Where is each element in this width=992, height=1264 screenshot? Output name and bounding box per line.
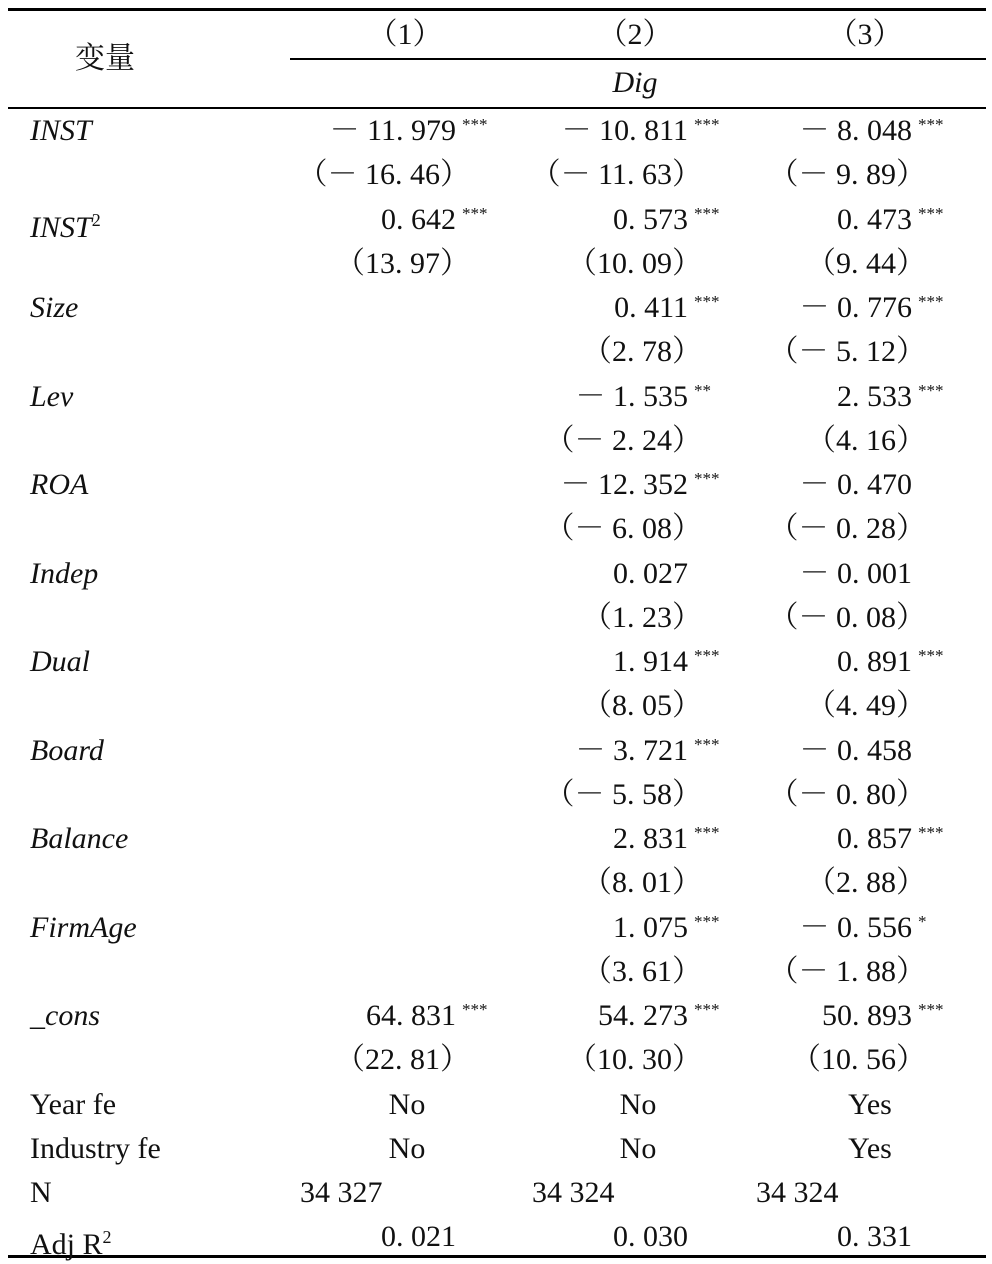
footer-value: 34 324 [532,1176,615,1209]
coefficient: 50. 893 [822,999,912,1032]
footer-label-text: N [30,1176,52,1209]
significance-stars: *** [462,1000,488,1019]
coefficient: － 3. 721 [575,733,688,767]
coefficient: 2. 831 [613,822,688,855]
footer-value: Yes [848,1132,892,1165]
significance-stars: *** [462,115,488,134]
footer-value: No [619,1088,657,1121]
t-statistic: （－ 6. 08） [544,512,702,545]
t-statistic: （－ 9. 89） [768,158,926,191]
row-label [30,291,78,325]
footer-label [30,1132,161,1166]
significance-stars: *** [694,646,720,665]
top-rule [8,8,986,11]
row-label-text: _cons [30,999,100,1032]
row-label-text: Indep [30,556,99,590]
t-statistic: （2. 88） [806,866,926,899]
footer-label-superscript: 2 [102,1227,112,1247]
coefficient: － 1. 535 [575,379,688,413]
t-statistic: （2. 78） [582,335,702,368]
coefficient: 0. 857 [837,822,912,855]
coefficient: 0. 891 [837,645,912,678]
t-statistic: （10. 56） [791,1043,926,1076]
significance-stars: *** [918,823,944,842]
significance-stars: *** [918,380,944,400]
row-label [30,734,104,768]
footer-label-text: Adj R [30,1228,103,1261]
footer-label [30,1220,112,1262]
row-label [30,114,92,148]
t-statistic: （1. 23） [582,600,702,634]
significance-stars: * [918,911,927,931]
footer-label [30,1088,116,1122]
coefficient: － 0. 776 [799,291,912,324]
coefficient: 0. 573 [613,202,688,236]
row-label-text: Dual [30,645,90,678]
significance-stars: *** [694,469,720,488]
significance-stars: *** [918,646,944,665]
significance-stars: *** [918,115,944,134]
coefficient: － 10. 811 [561,114,688,147]
significance-stars: *** [918,203,944,223]
bottom-rule [8,1255,986,1258]
coefficient: 0. 027 [613,556,688,590]
coefficient: － 11. 979 [329,114,456,147]
t-statistic: （8. 01） [582,866,702,899]
row-label-text: INST [30,210,92,244]
coefficient: 64. 831 [366,999,456,1032]
footer-value: No [388,1132,426,1165]
footer-value: Yes [848,1088,892,1121]
footer-value: 0. 331 [837,1220,912,1253]
footer-value: 0. 021 [381,1220,456,1253]
significance-stars: *** [694,823,720,842]
t-statistic: （4. 49） [806,689,926,722]
column-header-1: （1） [367,18,443,51]
footer-value: No [619,1132,657,1165]
row-label [30,911,137,945]
footer-value: 0. 030 [613,1220,688,1253]
t-statistic: （－ 5. 12） [768,335,926,368]
significance-stars: *** [918,1000,944,1019]
coefficient: － 8. 048 [799,114,912,147]
t-statistic: （8. 05） [582,689,702,722]
t-statistic: （10. 09） [567,246,702,280]
t-statistic: （10. 30） [567,1043,702,1076]
t-statistic: （13. 97） [335,246,470,280]
t-statistic: （－ 2. 24） [544,423,702,457]
coefficient: 54. 273 [598,999,688,1032]
column-header-rule [290,58,986,60]
significance-stars: *** [694,1000,720,1019]
row-label-superscript: 2 [91,209,101,230]
row-label-text: Board [30,733,104,767]
coefficient: － 0. 001 [799,556,912,590]
row-label [30,822,128,856]
footer-value: 34 324 [756,1176,839,1209]
t-statistic: （－ 16. 46） [297,158,470,191]
coefficient: 1. 914 [613,645,688,678]
coefficient: － 0. 470 [799,468,912,501]
t-statistic: （－ 11. 63） [530,158,702,191]
row-label-text: INST [30,114,92,147]
significance-stars: ** [694,380,711,400]
footer-label-text: Industry fe [30,1132,161,1165]
t-statistic: （－ 5. 58） [544,777,702,811]
coefficient: － 0. 556 [799,910,912,944]
t-statistic: （4. 16） [806,423,926,457]
significance-stars: *** [462,203,488,223]
significance-stars: *** [694,292,720,311]
t-statistic: （－ 0. 28） [768,512,926,545]
coefficient: 1. 075 [613,910,688,944]
t-statistic: （－ 0. 08） [768,600,926,634]
row-label [30,557,98,591]
coefficient: 0. 411 [614,291,688,324]
row-label [30,468,88,502]
column-header-2: （2） [597,18,673,51]
row-label [30,645,90,679]
row-label [30,203,101,245]
t-statistic: （－ 0. 80） [768,777,926,811]
row-label [30,380,73,414]
row-label-text: ROA [30,468,89,501]
header-bottom-rule [8,107,986,109]
row-label-text: Lev [30,379,74,413]
footer-value: 34 327 [300,1176,383,1209]
footer-value: No [388,1088,426,1121]
t-statistic: （22. 81） [335,1043,470,1076]
t-statistic: （－ 1. 88） [768,954,926,988]
t-statistic: （9. 44） [806,246,926,280]
significance-stars: *** [918,292,944,311]
coefficient: 0. 642 [381,202,456,236]
coefficient: － 12. 352 [560,468,688,501]
significance-stars: *** [694,911,720,931]
coefficient: － 0. 458 [799,733,912,767]
row-label [30,999,100,1033]
column-header-3: （3） [827,18,903,51]
coefficient: 2. 533 [837,379,912,413]
row-label-text: Size [30,291,79,324]
t-statistic: （3. 61） [582,954,702,988]
dependent-variable-label: Dig [612,66,658,99]
significance-stars: *** [694,734,720,754]
footer-label [30,1176,52,1210]
variable-header: 变量 [75,42,135,75]
significance-stars: *** [694,203,720,223]
coefficient: 0. 473 [837,202,912,236]
row-label-text: FirmAge [30,910,137,944]
significance-stars: *** [694,115,720,134]
row-label-text: Balance [30,822,129,855]
footer-label-text: Year fe [30,1088,117,1121]
